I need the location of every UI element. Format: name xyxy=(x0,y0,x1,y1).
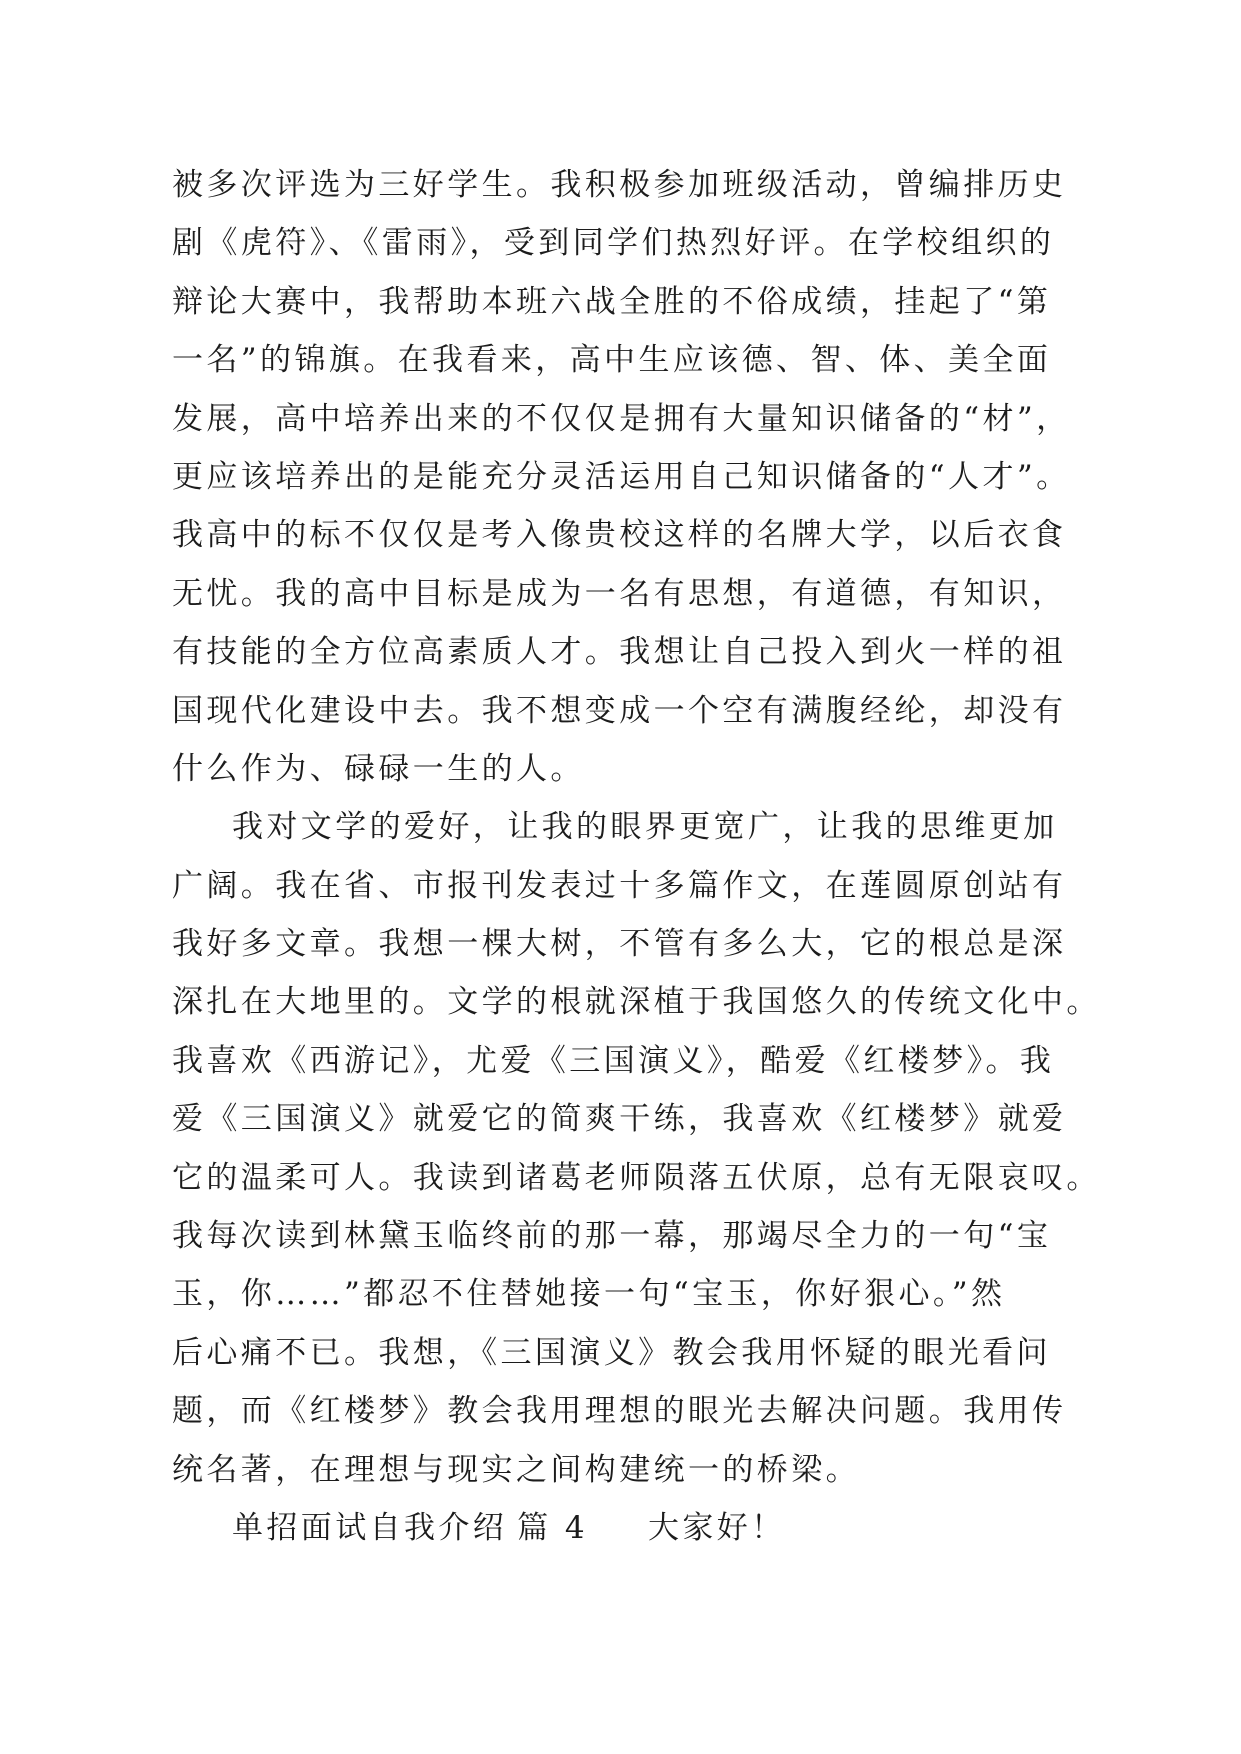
text-line: 剧《虎符》、《雷雨》，受到同学们热烈好评。在学校组织的 xyxy=(172,225,1055,262)
section-title: 单招面试自我介绍 xyxy=(232,1509,508,1546)
text-line: 后心痛不已。我想，《三国演义》教会我用怀疑的眼光看问 xyxy=(172,1334,1051,1371)
paragraph-1 xyxy=(172,156,1132,798)
text-line: 国现代化建设中去。我不想变成一个空有满腹经纶，却没有 xyxy=(172,692,1067,729)
text-line: 统名著，在理想与现实之间构建统一的桥梁。 xyxy=(172,1451,860,1488)
text-line: 辩论大赛中，我帮助本班六战全胜的不俗成绩，挂起了“第 xyxy=(172,283,1052,320)
text-line: 一名”的锦旗。在我看来，高中生应该德、智、体、美全面 xyxy=(172,342,1052,379)
text-line: 无忧。我的高中目标是成为一名有思想，有道德，有知识， xyxy=(172,575,1067,612)
text-line: 广阔。我在省、市报刊发表过十多篇作文，在莲圆原创站有 xyxy=(172,867,1067,904)
section-number: 篇 4 xyxy=(517,1509,588,1546)
text-line: 爱《三国演义》就爱它的简爽干练，我喜欢《红楼梦》就爱 xyxy=(172,1101,1067,1138)
text-line-first: 我对文学的爱好，让我的眼界更宽广，让我的思维更加 xyxy=(232,809,1058,846)
text-line: 题，而《红楼梦》教会我用理想的眼光去解决问题。我用传 xyxy=(172,1393,1067,1430)
text-line: 更应该培养出的是能充分灵活运用自己知识储备的“人才”。 xyxy=(172,458,1071,495)
document-body xyxy=(172,156,1132,1557)
text-line: 它的温柔可人。我读到诸葛老师陨落五伏原，总有无限哀叹。 xyxy=(172,1159,1101,1196)
paragraph-2 xyxy=(172,798,1132,1499)
text-line: 我每次读到林黛玉临终前的那一幕，那竭尽全力的一句“宝 xyxy=(172,1218,1052,1255)
text-line: 我高中的标不仅仅是考入像贵校这样的名牌大学，以后衣食 xyxy=(172,517,1067,554)
text-line: 什么作为、碌碌一生的人。 xyxy=(172,750,585,787)
text-line: 被多次评选为三好学生。我积极参加班级活动，曾编排历史 xyxy=(172,167,1067,203)
text-line: 深扎在大地里的。文学的根就深植于我国悠久的传统文化中。 xyxy=(172,984,1101,1021)
greeting-text: 大家好！ xyxy=(647,1509,786,1546)
text-line: 我喜欢《西游记》，尤爱《三国演义》，酷爱《红楼梦》。我 xyxy=(172,1042,1055,1079)
text-line: 玉，你……”都忍不住替她接一句“宝玉，你好狠心。”然 xyxy=(172,1276,1006,1313)
text-line: 有技能的全方位高素质人才。我想让自己投入到火一样的祖 xyxy=(172,634,1067,671)
text-line: 我好多文章。我想一棵大树，不管有多么大，它的根总是深 xyxy=(172,926,1067,963)
text-line: 发展，高中培养出来的不仅仅是拥有大量知识储备的“材”， xyxy=(172,400,1071,437)
section-heading xyxy=(172,1499,1132,1557)
